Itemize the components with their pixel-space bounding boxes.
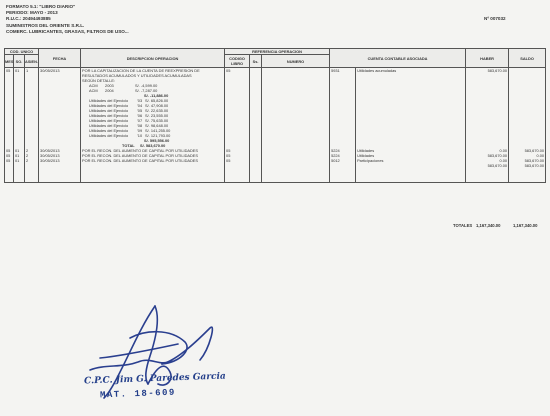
entry-total: TOTAL S/. 583,670.00: [81, 143, 225, 148]
utility-line: Utilidades del Ejercicio '09 S/. 141,255.00: [81, 128, 225, 133]
utility-line: Utilidades del Ejercicio '04 S/. 47,908.00: [81, 103, 225, 108]
totals-saldo: 1,167,340.00: [513, 223, 538, 228]
signature-registration: MAT. 18-609: [99, 387, 177, 401]
acm-line: ACM 2003 S/. -4,599.00: [81, 83, 225, 88]
cell-descripcion: SEGÚN DETALLE:: [81, 78, 225, 83]
col-descripcion: DESCRIPCION OPERACION: [81, 49, 225, 68]
cell-descripcion: POR LA CAPITALIZACION DE LA CUENTA DE REEXPRESION DE: [81, 68, 225, 74]
cell-mes: 05: [5, 68, 14, 74]
col-asien: ASIEN.: [25, 55, 39, 68]
col-codigo-libro: CODIGO LIBRO: [225, 55, 250, 68]
document-number: Nº 007032: [484, 16, 506, 21]
utility-line: Utilidades del Ejercicio '08 S/. 98,648.00: [81, 123, 225, 128]
col-mes: MES: [5, 55, 14, 68]
col-numero: NUMERO: [262, 55, 330, 68]
cell-codigo-libro: 05: [225, 68, 250, 74]
util-sum: S/. 595,556.00: [81, 138, 225, 143]
format-title: FORMATO 5.1: "LIBRO DIARIO": [6, 4, 76, 9]
period: PERIODO: MAYO - 2013: [6, 10, 58, 16]
ruc: R.U.C.: 20494493885: [6, 16, 51, 22]
company-name: SUMINISTROS DEL ORIENTE S.R.L.: [6, 22, 85, 28]
cell-cuenta-code: 5931: [330, 68, 356, 74]
utility-line: Utilidades del Ejercicio '03 S/. 65,826.00: [81, 98, 225, 103]
table-row: 05 01 2 30/05/2013 POR EL RECON. DEL AUMENTO DE CAPITAL POR UTILIDADES 05 5224 Utilidades 0.00 583,670.00: [6, 148, 545, 153]
col-referencia: REFERENCIA OPERACION: [225, 49, 330, 55]
table-row: 05 01 2 30/05/2013 POR EL RECON. DEL AUMENTO DE CAPITAL POR UTILIDADES 05 5012 Participaciones 0.00 583,670.00: [6, 158, 545, 163]
col-saldo: SALDO: [509, 49, 546, 68]
utility-line: Utilidades del Ejercicio '07 S/. 75,635.00: [81, 118, 225, 123]
cell-cuenta-name: Utilidades acumuladas: [356, 68, 466, 74]
cell-haber: 583,670.00: [466, 68, 509, 74]
cell-fecha: 30/05/2013: [39, 68, 81, 74]
utility-line: Utilidades del Ejercicio '06 S/. 23,555.00: [81, 113, 225, 118]
subtotal-saldo: 583,670.00: [509, 163, 546, 168]
utility-line: Utilidades del Ejercicio '10 S/. 121,793.00: [81, 133, 225, 138]
col-so: SO.: [14, 55, 25, 68]
journal-table: [4, 48, 546, 183]
company-activity: COMERC. LUBRICANTES, GRASAS, FILTROS DE USO...: [6, 28, 129, 34]
col-cuenta: CUENTA CONTABLE ASOCIADA: [330, 49, 466, 68]
col-fecha: FECHA: [39, 49, 81, 68]
col-haber: HABER: [466, 49, 509, 68]
cell-so: 01: [14, 68, 25, 74]
subtotal-haber: 583,670.00: [466, 163, 509, 168]
acm-sum: S/. -11,886.00: [81, 93, 225, 98]
acm-line: ACM 2004 S/. -7,287.00: [81, 88, 225, 93]
totals-haber: 1,167,340.00: [476, 223, 501, 228]
cell-asien: 1: [25, 68, 39, 74]
table-row: 05 01 2 30/05/2013 POR EL RECON. DEL AUMENTO DE CAPITAL POR UTILIDADES 05 5224 Utilidades 583,670.00 0.00: [6, 153, 545, 158]
signature-name: C.P.C. Jim G. Paredes Garcia: [83, 371, 226, 387]
totals-label: TOTALES: [453, 223, 473, 228]
col-ss: Ss.: [250, 55, 262, 68]
cell-descripcion: RESULTADOS ACUMULADOS Y UTILIDADES ACUMULADAS: [81, 73, 225, 78]
utility-line: Utilidades del Ejercicio '05 S/. 22,635.00: [81, 108, 225, 113]
col-cod-unico: COD. UNICO: [5, 49, 39, 55]
document-header: [6, 4, 129, 35]
